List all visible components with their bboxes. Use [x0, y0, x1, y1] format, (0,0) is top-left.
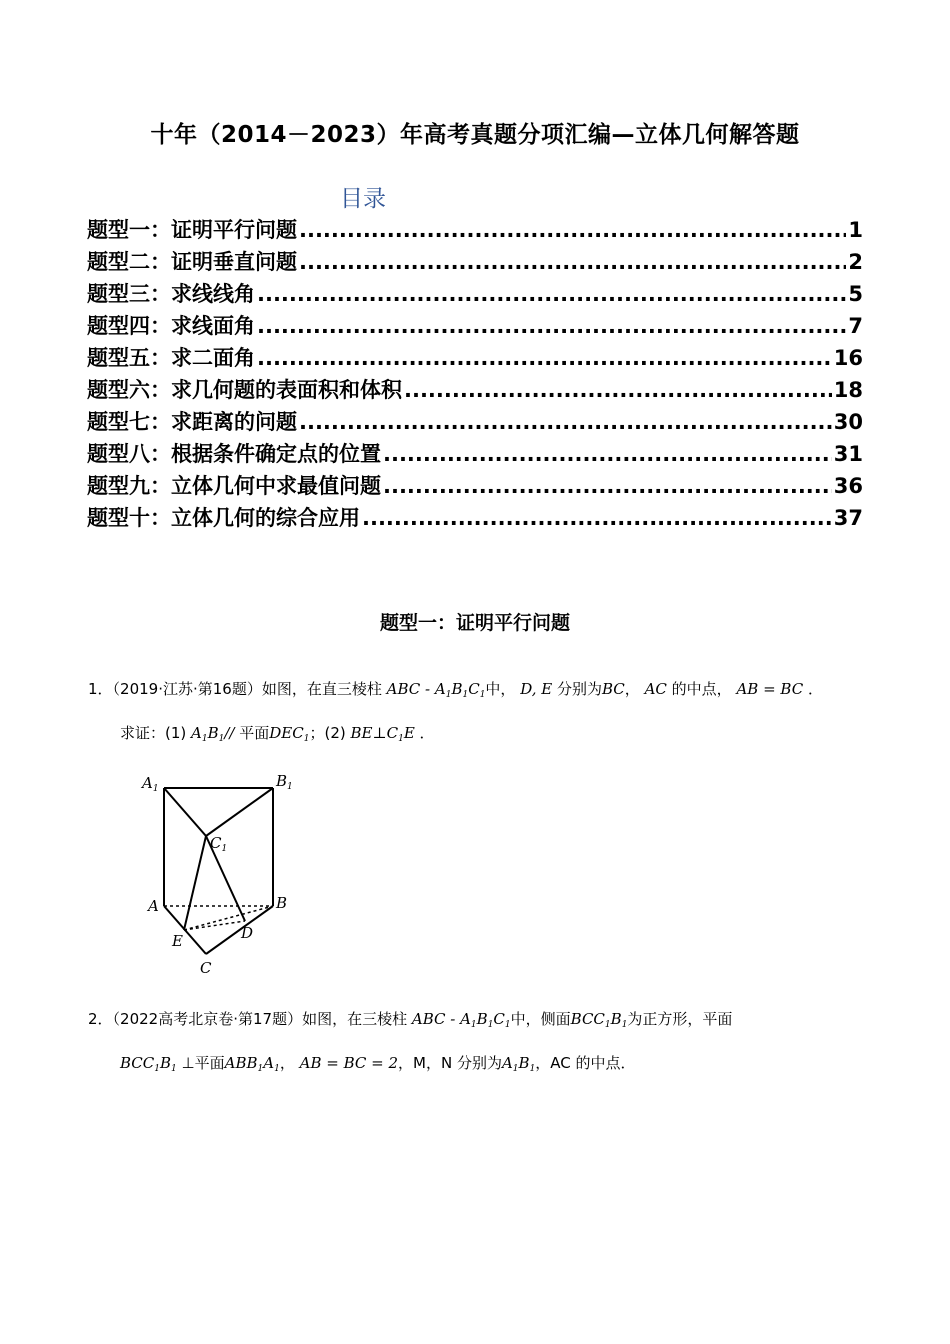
question-text: ，	[624, 680, 640, 698]
question-number: 1．	[88, 680, 113, 698]
label-a: A	[148, 897, 159, 915]
toc-item-label: 题型八：根据条件确定点的位置	[87, 442, 381, 466]
toc-item[interactable]	[87, 374, 863, 406]
math-face: $BCC_1B_1$	[570, 1010, 628, 1030]
section-title: 题型一：证明平行问题	[379, 612, 570, 634]
toc-item-page: 18	[833, 378, 863, 402]
toc-leader-dots	[257, 342, 832, 374]
math-segment: BC	[602, 680, 625, 698]
math-prism: ABC - $A_1B_1C_1$	[411, 1010, 511, 1030]
question-2-line-2	[120, 1052, 636, 1074]
edge-cb	[206, 906, 273, 954]
edge-a1c1	[164, 788, 206, 836]
question-text: ⊥平面	[181, 1054, 225, 1072]
math-equation: AB = BC = 2	[299, 1054, 399, 1072]
toc-leader-dots	[383, 438, 832, 470]
toc-item-page: 5	[848, 282, 863, 306]
question-text: 平面	[239, 724, 270, 742]
question-text: ，AC 的中点．	[535, 1054, 636, 1072]
toc-item-page: 16	[833, 346, 863, 370]
question-text: ．	[808, 680, 824, 698]
label-b: B	[276, 894, 288, 912]
toc-item[interactable]	[87, 310, 863, 342]
toc-item-label: 题型九：立体几何中求最值问题	[87, 474, 381, 498]
toc-item-label: 题型五：求二面角	[87, 346, 255, 370]
question-2-line-1	[88, 1008, 732, 1030]
toc-item-page: 7	[848, 314, 863, 338]
toc-item-label: 题型十：立体几何的综合应用	[87, 506, 360, 530]
toc-leader-dots	[299, 214, 846, 246]
toc-leader-dots	[404, 374, 832, 406]
question-text: ．	[419, 724, 435, 742]
toc-leader-dots	[257, 310, 846, 342]
edge-b1c1	[206, 788, 273, 836]
math-prism: ABC - $A_1B_1C_1$	[386, 680, 486, 700]
prism-diagram	[138, 768, 308, 980]
toc-item[interactable]	[87, 470, 863, 502]
table-of-contents	[87, 214, 863, 534]
document-title: 十年（2014－2023）年高考真题分项汇编—立体几何解答题	[150, 122, 800, 148]
question-text: 中，侧面	[510, 1010, 571, 1028]
question-text: ；(2)	[309, 724, 346, 742]
toc-leader-dots	[362, 502, 832, 534]
math-face: $BCC_1B_1$	[120, 1054, 177, 1074]
toc-item[interactable]	[87, 502, 863, 534]
math-symbol: ⊥	[372, 724, 387, 742]
toc-item[interactable]	[87, 214, 863, 246]
toc-item-page: 36	[833, 474, 863, 498]
toc-item-label: 题型七：求距离的问题	[87, 410, 297, 434]
math-segment: AC	[644, 680, 667, 698]
math-plane: $DEC_1$	[269, 724, 310, 744]
label-e: E	[172, 932, 183, 950]
edge-c1e	[184, 836, 206, 930]
label-c1: $C_1$	[210, 834, 228, 854]
toc-item-page: 1	[848, 218, 863, 242]
question-number: 2．	[88, 1010, 113, 1028]
toc-leader-dots	[257, 278, 846, 310]
math-face: $ABB_1A_1$	[224, 1054, 280, 1074]
toc-leader-dots	[383, 470, 832, 502]
question-text: ，	[279, 1054, 295, 1072]
toc-item-page: 31	[833, 442, 863, 466]
question-text: 为正方形，平面	[627, 1010, 733, 1028]
question-text: 中，	[485, 680, 516, 698]
toc-item-label: 题型六：求几何题的表面积和体积	[87, 378, 402, 402]
toc-item-page: 2	[848, 250, 863, 274]
toc-leader-dots	[299, 246, 846, 278]
math-symbol: //	[224, 724, 235, 742]
math-segment: BE	[350, 724, 373, 742]
toc-item-label: 题型二：证明垂直问题	[87, 250, 297, 274]
question-source: （2022高考北京卷·第17题）如图，在三棱柱	[112, 1010, 408, 1028]
question-1-line-1	[88, 678, 823, 700]
toc-item-page: 37	[833, 506, 863, 530]
label-a1: $A_1$	[142, 774, 159, 794]
question-text: 求证：(1)	[120, 724, 187, 742]
math-segment: $A_1B_1$	[501, 1054, 536, 1074]
hidden-edge-eb	[184, 906, 273, 930]
toc-item[interactable]	[87, 342, 863, 374]
toc-item-label: 题型三：求线线角	[87, 282, 255, 306]
math-points: D, E	[520, 680, 553, 698]
math-equation: AB = BC	[736, 680, 804, 698]
question-1-line-2	[120, 722, 435, 744]
toc-item[interactable]	[87, 406, 863, 438]
toc-item[interactable]	[87, 438, 863, 470]
toc-item[interactable]	[87, 278, 863, 310]
label-c: C	[200, 959, 212, 977]
question-source: （2019·江苏·第16题）如图，在直三棱柱	[112, 680, 382, 698]
toc-item-label: 题型四：求线面角	[87, 314, 255, 338]
toc-item[interactable]	[87, 246, 863, 278]
math-segment: $A_1B_1$	[191, 724, 225, 744]
toc-item-label: 题型一：证明平行问题	[87, 218, 297, 242]
toc-item-page: 30	[833, 410, 863, 434]
question-text: ，M，N 分别为	[398, 1054, 502, 1072]
label-b1: $B_1$	[276, 772, 293, 792]
label-d: D	[241, 924, 254, 942]
math-segment: $C_1E$	[386, 724, 415, 744]
toc-heading: 目录	[340, 186, 386, 212]
prism-figure	[138, 768, 308, 980]
toc-leader-dots	[299, 406, 832, 438]
question-text: 的中点，	[671, 680, 732, 698]
question-text: 分别为	[556, 680, 602, 698]
